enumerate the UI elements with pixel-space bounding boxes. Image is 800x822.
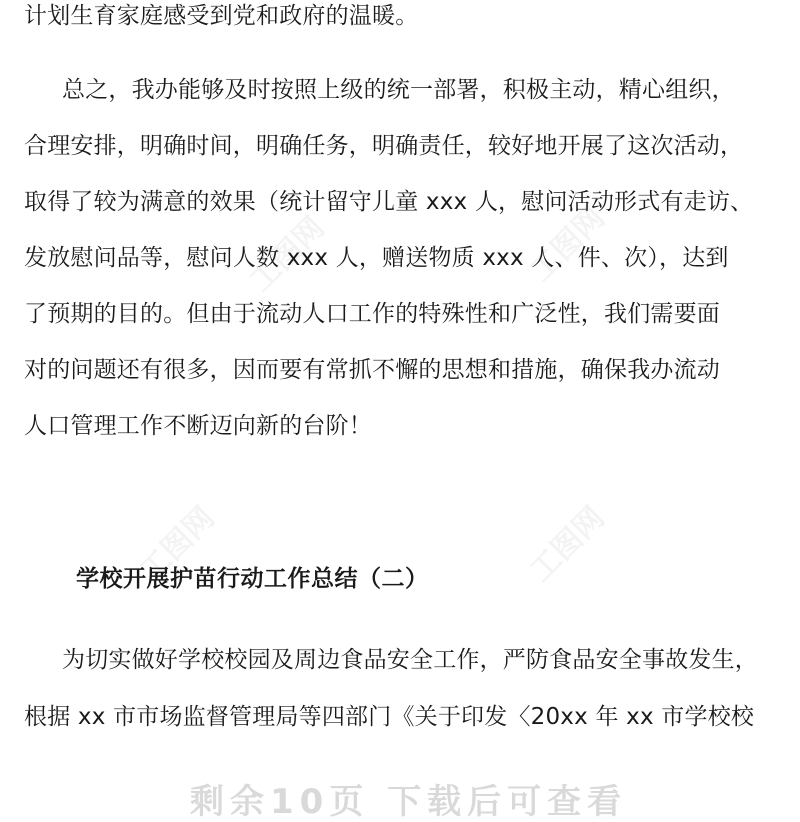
paragraph-line: 合理安排，明确时间，明确任务，明确责任，较好地开展了这次活动， [24, 133, 744, 159]
watermark: 工图网 [523, 200, 612, 289]
watermark: 工图网 [523, 500, 612, 589]
paragraph-line: 取得了较为满意的效果（统计留守儿童 xxx 人，慰问活动形式有走访、 [24, 189, 754, 215]
paragraph-line: 对的问题还有很多，因而要有常抓不懈的思想和措施，确保我办流动 [24, 357, 720, 383]
paragraph-line: 根据 xx 市市场监督管理局等四部门《关于印发〈20xx 年 xx 市学校校 [24, 704, 755, 730]
paragraph-line: 为切实做好学校校园及周边食品安全工作，严防食品安全事故发生， [62, 647, 758, 673]
paragraph-line: 了预期的目的。但由于流动人口工作的特殊性和广泛性，我们需要面 [24, 301, 720, 327]
section-heading: 学校开展护苗行动工作总结（二） [76, 566, 429, 592]
watermark: 工图网 [243, 210, 332, 299]
watermark: 工图网 [133, 500, 222, 589]
paragraph-line: 发放慰问品等，慰问人数 xxx 人，赠送物质 xxx 人、件、次），达到 [24, 245, 729, 271]
paragraph-line: 计划生育家庭感受到党和政府的温暖。 [24, 3, 419, 29]
download-prompt-banner[interactable]: 剩余10页 下载后可查看 [190, 782, 628, 822]
paragraph-line: 人口管理工作不断迈向新的台阶！ [24, 413, 372, 439]
paragraph-line: 总之，我办能够及时按照上级的统一部署，积极主动，精心组织， [62, 77, 735, 103]
